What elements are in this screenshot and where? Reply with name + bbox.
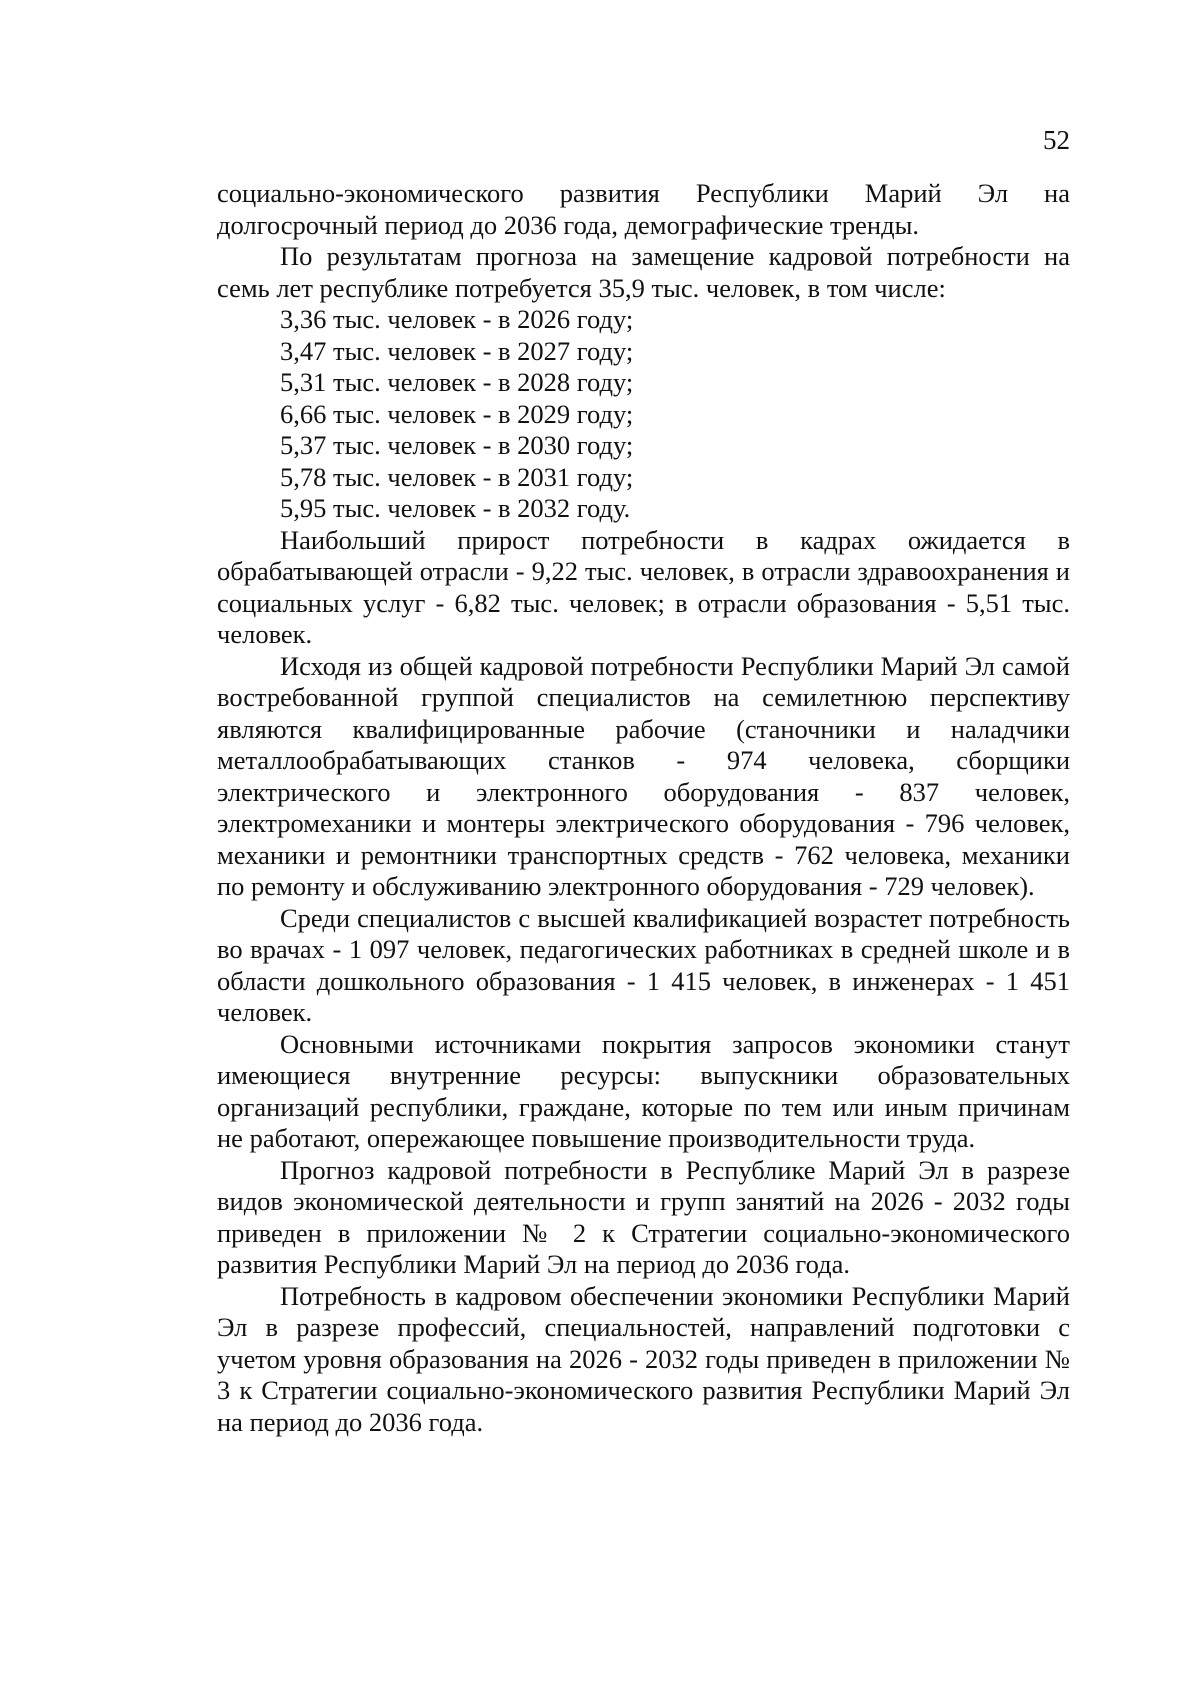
demanded-specialists-paragraph: Исходя из общей кадровой потребности Республики Марий Эл самой востребованной группой специалистов на семилетнюю перспективу являются квалифицированные рабочие (станочники и наладчики металлообрабатывающих станков - 974 человека, сборщики электрического и электронного оборудования - 837 человек, электромеханики и монтеры электрического оборудования - 796 человек, механики и ремонтники транспортных средств - 762 человека, механики по ремонту и обслуживанию электронного оборудования - 729 человек). — [217, 650, 1070, 901]
page-number: 52 — [1043, 125, 1070, 155]
document-body — [217, 178, 1070, 1438]
yearly-need-item: 6,66 тыс. человек - в 2029 году; — [280, 398, 634, 429]
yearly-need-item: 3,36 тыс. человек - в 2026 году; — [280, 304, 634, 334]
yearly-need-item: 5,37 тыс. человек - в 2030 году; — [280, 430, 634, 460]
forecast-intro-paragraph: По результатам прогноза на замещение кадровой потребности на семь лет республике потребуется 35,9 тыс. человек, в том числе: — [217, 241, 1070, 303]
appendix-2-paragraph: Прогноз кадровой потребности в Республике Марий Эл в разрезе видов экономической деятельности и групп занятий на 2026 - 2032 годы приведен в приложении № 2 к Стратегии социально-экономического развития Республики Марий Эл на период до 2036 года. — [217, 1154, 1070, 1279]
intro-paragraph: социально-экономического развития Республики Марий Эл на долгосрочный период до 2036 года, демографические тренды. — [217, 178, 1070, 240]
coverage-sources-paragraph: Основными источниками покрытия запросов экономики станут имеющиеся внутренние ресурсы: выпускники образовательных организаций республики, граждане, которые по тем или иным причинам не работают, опережающее повышение производительности труда. — [217, 1028, 1070, 1153]
higher-qualification-paragraph: Среди специалистов с высшей квалификацией возрастет потребность во врачах - 1 097 человек, педагогических работниках в средней школе и в области дошкольного образования - 1 415 человек, в инженерах - 1 451 человек. — [217, 902, 1070, 1027]
yearly-need-item: 5,31 тыс. человек - в 2028 году; — [280, 367, 634, 397]
appendix-3-paragraph: Потребность в кадровом обеспечении экономики Республики Марий Эл в разрезе профессий, специальностей, направлений подготовки с учетом уровня образования на 2026 - 2032 годы приведен в приложении № 3 к Стратегии социально-экономического развития Республики Марий Эл на период до 2036 года. — [217, 1280, 1070, 1437]
yearly-need-item: 5,78 тыс. человек - в 2031 году; — [280, 461, 634, 492]
growth-sectors-paragraph: Наибольший прирост потребности в кадрах ожидается в обрабатывающей отрасли - 9,22 тыс. человек, в отрасли здравоохранения и социальных услуг - 6,82 тыс. человек; в отрасли образования - 5,51 тыс. человек. — [217, 524, 1070, 649]
yearly-need-item: 3,47 тыс. человек - в 2027 году; — [280, 335, 634, 366]
yearly-need-item: 5,95 тыс. человек - в 2032 году. — [280, 493, 631, 523]
